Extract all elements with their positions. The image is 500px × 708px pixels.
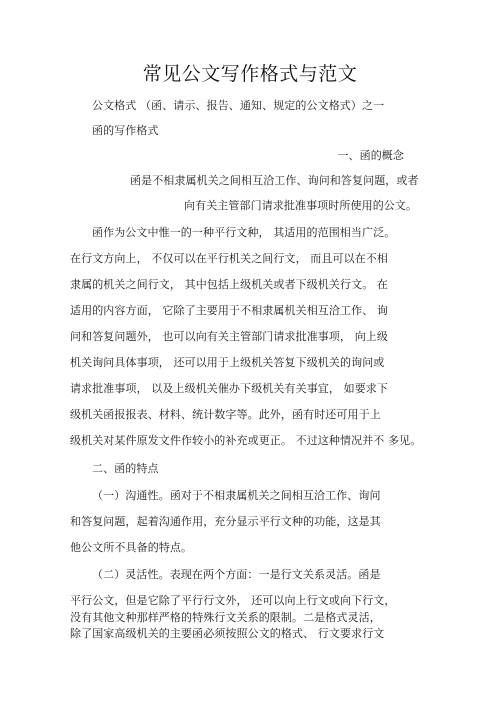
paragraph-line: 没有其他文种那样严格的特殊行文关系的限制。二是格式灵活， — [70, 611, 381, 624]
paragraph-line: 机关询问具体事项， 还可以用于上级机关答复下级机关的询问或 — [70, 356, 385, 369]
section-heading-letter-format: 函的写作格式 — [92, 124, 159, 137]
paragraph-line: （一）沟通性。函对于不相隶属机关之间相互洽工作、询问 — [92, 489, 381, 502]
paragraph-line: 级机关函报报表、材料、统计数字等。此外，函有时还可用于上 — [70, 408, 381, 421]
paragraph-line: 除了国家高级机关的主要函必须按照公文的格式、 行文要求行文 — [70, 627, 385, 640]
section-heading-concept: 一、函的概念 — [337, 149, 404, 162]
paragraph-line: 适用的内容方面， 它除了主要用于不相隶属机关相互洽工作、 询 — [70, 304, 388, 317]
paragraph-line: （二）灵活性。表现在两个方面：一是行文关系灵活。函是 — [92, 568, 381, 581]
paragraph-line: 向有关主管部门请求批准事项时所使用的公文。 — [184, 199, 418, 212]
paragraph-line: 级机关对某件原发文件作较小的补充或更正。 不过这种情况并不 多见。 — [70, 434, 422, 447]
paragraph-line: 请求批准事项， 以及上级机关催办下级机关有关事宜， 如要求下 — [70, 382, 388, 395]
paragraph-line: 在行文方向上， 不仅可以在平行机关之间行文， 而且可以在不相 — [70, 252, 388, 265]
document-title: 常见公文写作格式与范文 — [142, 63, 358, 85]
paragraph-line: 函是不相隶属机关之间相互洽工作、询问和答复问题，或者 — [130, 174, 419, 187]
format-series-line: 公文格式 （函、请示、报告、通知、规定的公文格式）之一 — [92, 99, 385, 112]
paragraph-line: 他公文所不具备的特点。 — [70, 541, 193, 554]
paragraph-line: 函作为公文中惟一的一种平行文种， 其适用的范围相当广泛。 — [92, 226, 396, 239]
paragraph-line: 平行公文，但是它除了平行行文外， 还可以向上行文或向下行文， — [70, 594, 396, 607]
paragraph-line: 和答复问题，起着沟通作用，充分显示平行文种的功能，这是其 — [70, 515, 381, 528]
paragraph-line: 隶属的机关之间行文， 其中包括上级机关或者下级机关行文。 在 — [70, 278, 388, 291]
section-heading-features: 二、函的特点 — [92, 462, 159, 475]
paragraph-line: 问和答复问题外， 也可以向有关主管部门请求批准事项， 向上级 — [70, 330, 388, 343]
